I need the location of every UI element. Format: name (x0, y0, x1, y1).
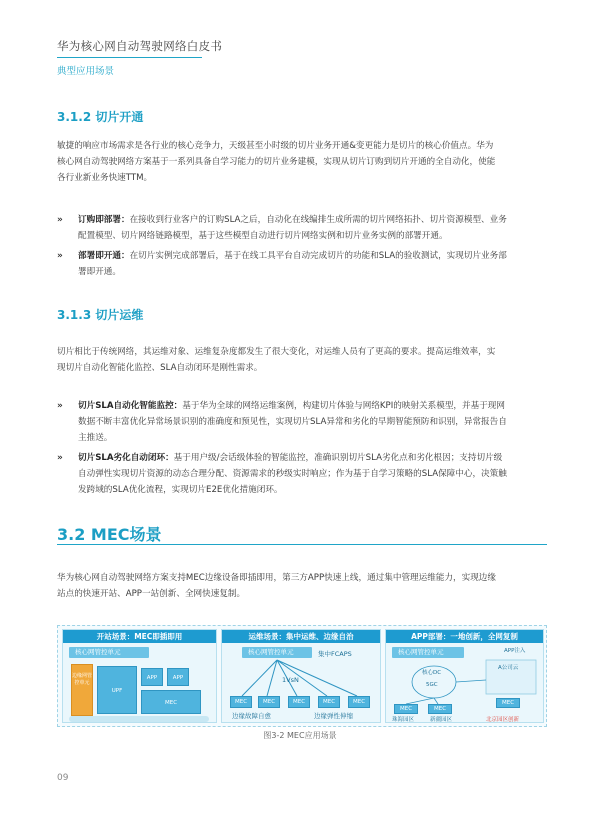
document-title: 华为核心网自动驾驶网络白皮书 (57, 39, 223, 53)
paragraph-line: 各行业新业务快速TTM。 (57, 173, 153, 183)
edge-control-unit: 边缘网管控单元 (71, 664, 93, 716)
bullet-text: 数据不断丰富优化异常场景识别的准确度和预见性，实现切片SLA异常和劣化的早期智能预防和识别，异常报告自 (78, 417, 507, 427)
mec-node: MEC (496, 698, 520, 708)
core-control-unit-bar: 核心网管控单元 (242, 647, 312, 658)
5gc-label: 5GC (426, 682, 438, 688)
site-label: 新疆园区 (430, 717, 453, 723)
fcaps-label: 集中FCAPS (318, 650, 352, 658)
bullet-lead: 切片SLA自动化智能监控： (78, 401, 183, 411)
one-vs-n-label: 1VsN (282, 676, 299, 684)
section-3-1-3-paragraph (57, 344, 547, 376)
mec-node: MEC (348, 696, 370, 708)
mec-node: MEC (258, 696, 280, 708)
mec-box: MEC (141, 690, 201, 714)
section-heading-3-2: 3.2 MEC场景 (57, 525, 162, 544)
bullet-lead: 订购即部署： (78, 215, 130, 225)
bullet-item (57, 248, 547, 280)
bullet-item (57, 398, 547, 446)
core-control-unit-bar: 核心网管控单元 (392, 647, 464, 658)
bullet-item (57, 450, 547, 498)
edge-self-healing-label: 边缘故障自愈 (232, 712, 271, 720)
header-divider (57, 57, 202, 58)
double-chevron-icon: » (57, 215, 63, 225)
bullet-text: 主推送。 (78, 433, 113, 443)
section-heading-3-1-2: 3.1.2 切片开通 (57, 110, 144, 124)
platform-base (69, 716, 209, 722)
app-box: APP (167, 668, 189, 686)
panel-title: 开站场景：MEC即插即用 (63, 630, 216, 643)
bullet-lead: 切片SLA劣化自动闭环： (78, 453, 174, 463)
panel-title: 运维场景：集中运维、边缘自治 (222, 630, 380, 643)
paragraph-line: 敏捷的响应市场需求是各行业的核心竞争力，天级甚至小时级的切片业务开通&变更能力是切片的核心价值点。华为 (57, 141, 494, 151)
figure-caption: 图3-2 MEC应用场景 (263, 731, 337, 740)
mec-scenario-figure (57, 625, 547, 727)
bullet-lead: 部署即开通： (78, 251, 130, 261)
app-inject-label: APP注入 (504, 648, 526, 654)
mec-node: MEC (318, 696, 340, 708)
mec-node: MEC (394, 704, 418, 714)
section-heading-3-1-3: 3.1.3 切片运维 (57, 308, 144, 322)
panel-operations (221, 629, 381, 723)
paragraph-line: 切片相比于传统网络，其运维对象、运维复杂度都发生了很大变化，对运维人员有了更高的要求。提高运维效率，实 (57, 347, 496, 357)
fanout-lines (222, 630, 382, 724)
bullet-text: 在接收到行业客户的订购SLA之后，自动化在线编排生成所需的切片网络拓扑、切片资源模型、业务 (129, 215, 507, 225)
app-box: APP (141, 668, 163, 686)
section-divider (57, 544, 547, 545)
panel-site-opening (62, 629, 217, 723)
cloud-label: A公司云 (498, 665, 519, 671)
double-chevron-icon: » (57, 251, 63, 261)
section-3-2-paragraph (57, 570, 547, 602)
double-chevron-icon: » (57, 453, 63, 463)
bullet-text: 配置模型、切片网络链路模型，基于这些模型自动进行切片网络实例和切片业务实例的部署开通。 (78, 231, 448, 241)
bullet-text: 在切片实例完成部署后，基于在线工具平台自动完成切片的功能和SLA的验收测试，实现切片业务部 (129, 251, 507, 261)
bullet-text: 署即开通。 (78, 267, 121, 277)
bullet-text: 基于华为全球的网络运维案例，构建切片体验与网络KPI的映射关系模型，并基于现网 (182, 401, 505, 411)
panel-app-deployment (385, 629, 544, 723)
panel-title: APP部署：一地创新，全网复制 (386, 630, 543, 643)
paragraph-line: 核心网自动驾驶网络方案基于一系列具备自学习能力的切片业务建模，实现从切片订购到切片开通的全自动化，使能 (57, 157, 496, 167)
chapter-subtitle: 典型应用场景 (57, 66, 115, 77)
mec-node: MEC (230, 696, 252, 708)
double-chevron-icon: » (57, 401, 63, 411)
paragraph-line: 华为核心网自动驾驶网络方案支持MEC边缘设备即插即用，第三方APP快速上线，通过集中管理运维能力，实现边缘 (57, 573, 496, 583)
site-label: 珠海园区 (392, 717, 415, 723)
bullet-text: 自动弹性实现切片资源的动态合理分配、资源需求的秒级实时响应；作为基于自学习策略的SLA保障中心，决策触 (78, 469, 507, 479)
bullet-text: 发跨域的SLA优化流程，实现切片E2E优化措施闭环。 (78, 485, 283, 495)
upf-box: UPF (97, 666, 137, 714)
paragraph-line: 站点的快速开站、APP一站创新、全网快速复制。 (57, 589, 246, 599)
bullet-item (57, 212, 547, 244)
core-control-unit-bar: 核心网管控单元 (69, 647, 149, 658)
site-label-highlight: 北京园区创新 (486, 717, 520, 723)
mec-node: MEC (428, 704, 452, 714)
section-3-1-2-paragraph (57, 138, 547, 186)
bullet-text: 基于用户级/会话级体验的智能监控，准确识别切片SLA劣化点和劣化根因；支持切片级 (173, 453, 503, 463)
page-number: 09 (57, 773, 69, 783)
core-dc-label: 核心DC (422, 670, 442, 676)
mec-node: MEC (288, 696, 310, 708)
edge-scaling-label: 边缘弹性伸缩 (314, 712, 353, 720)
paragraph-line: 现切片自动化智能化监控、SLA自动闭环是刚性需求。 (57, 363, 263, 373)
